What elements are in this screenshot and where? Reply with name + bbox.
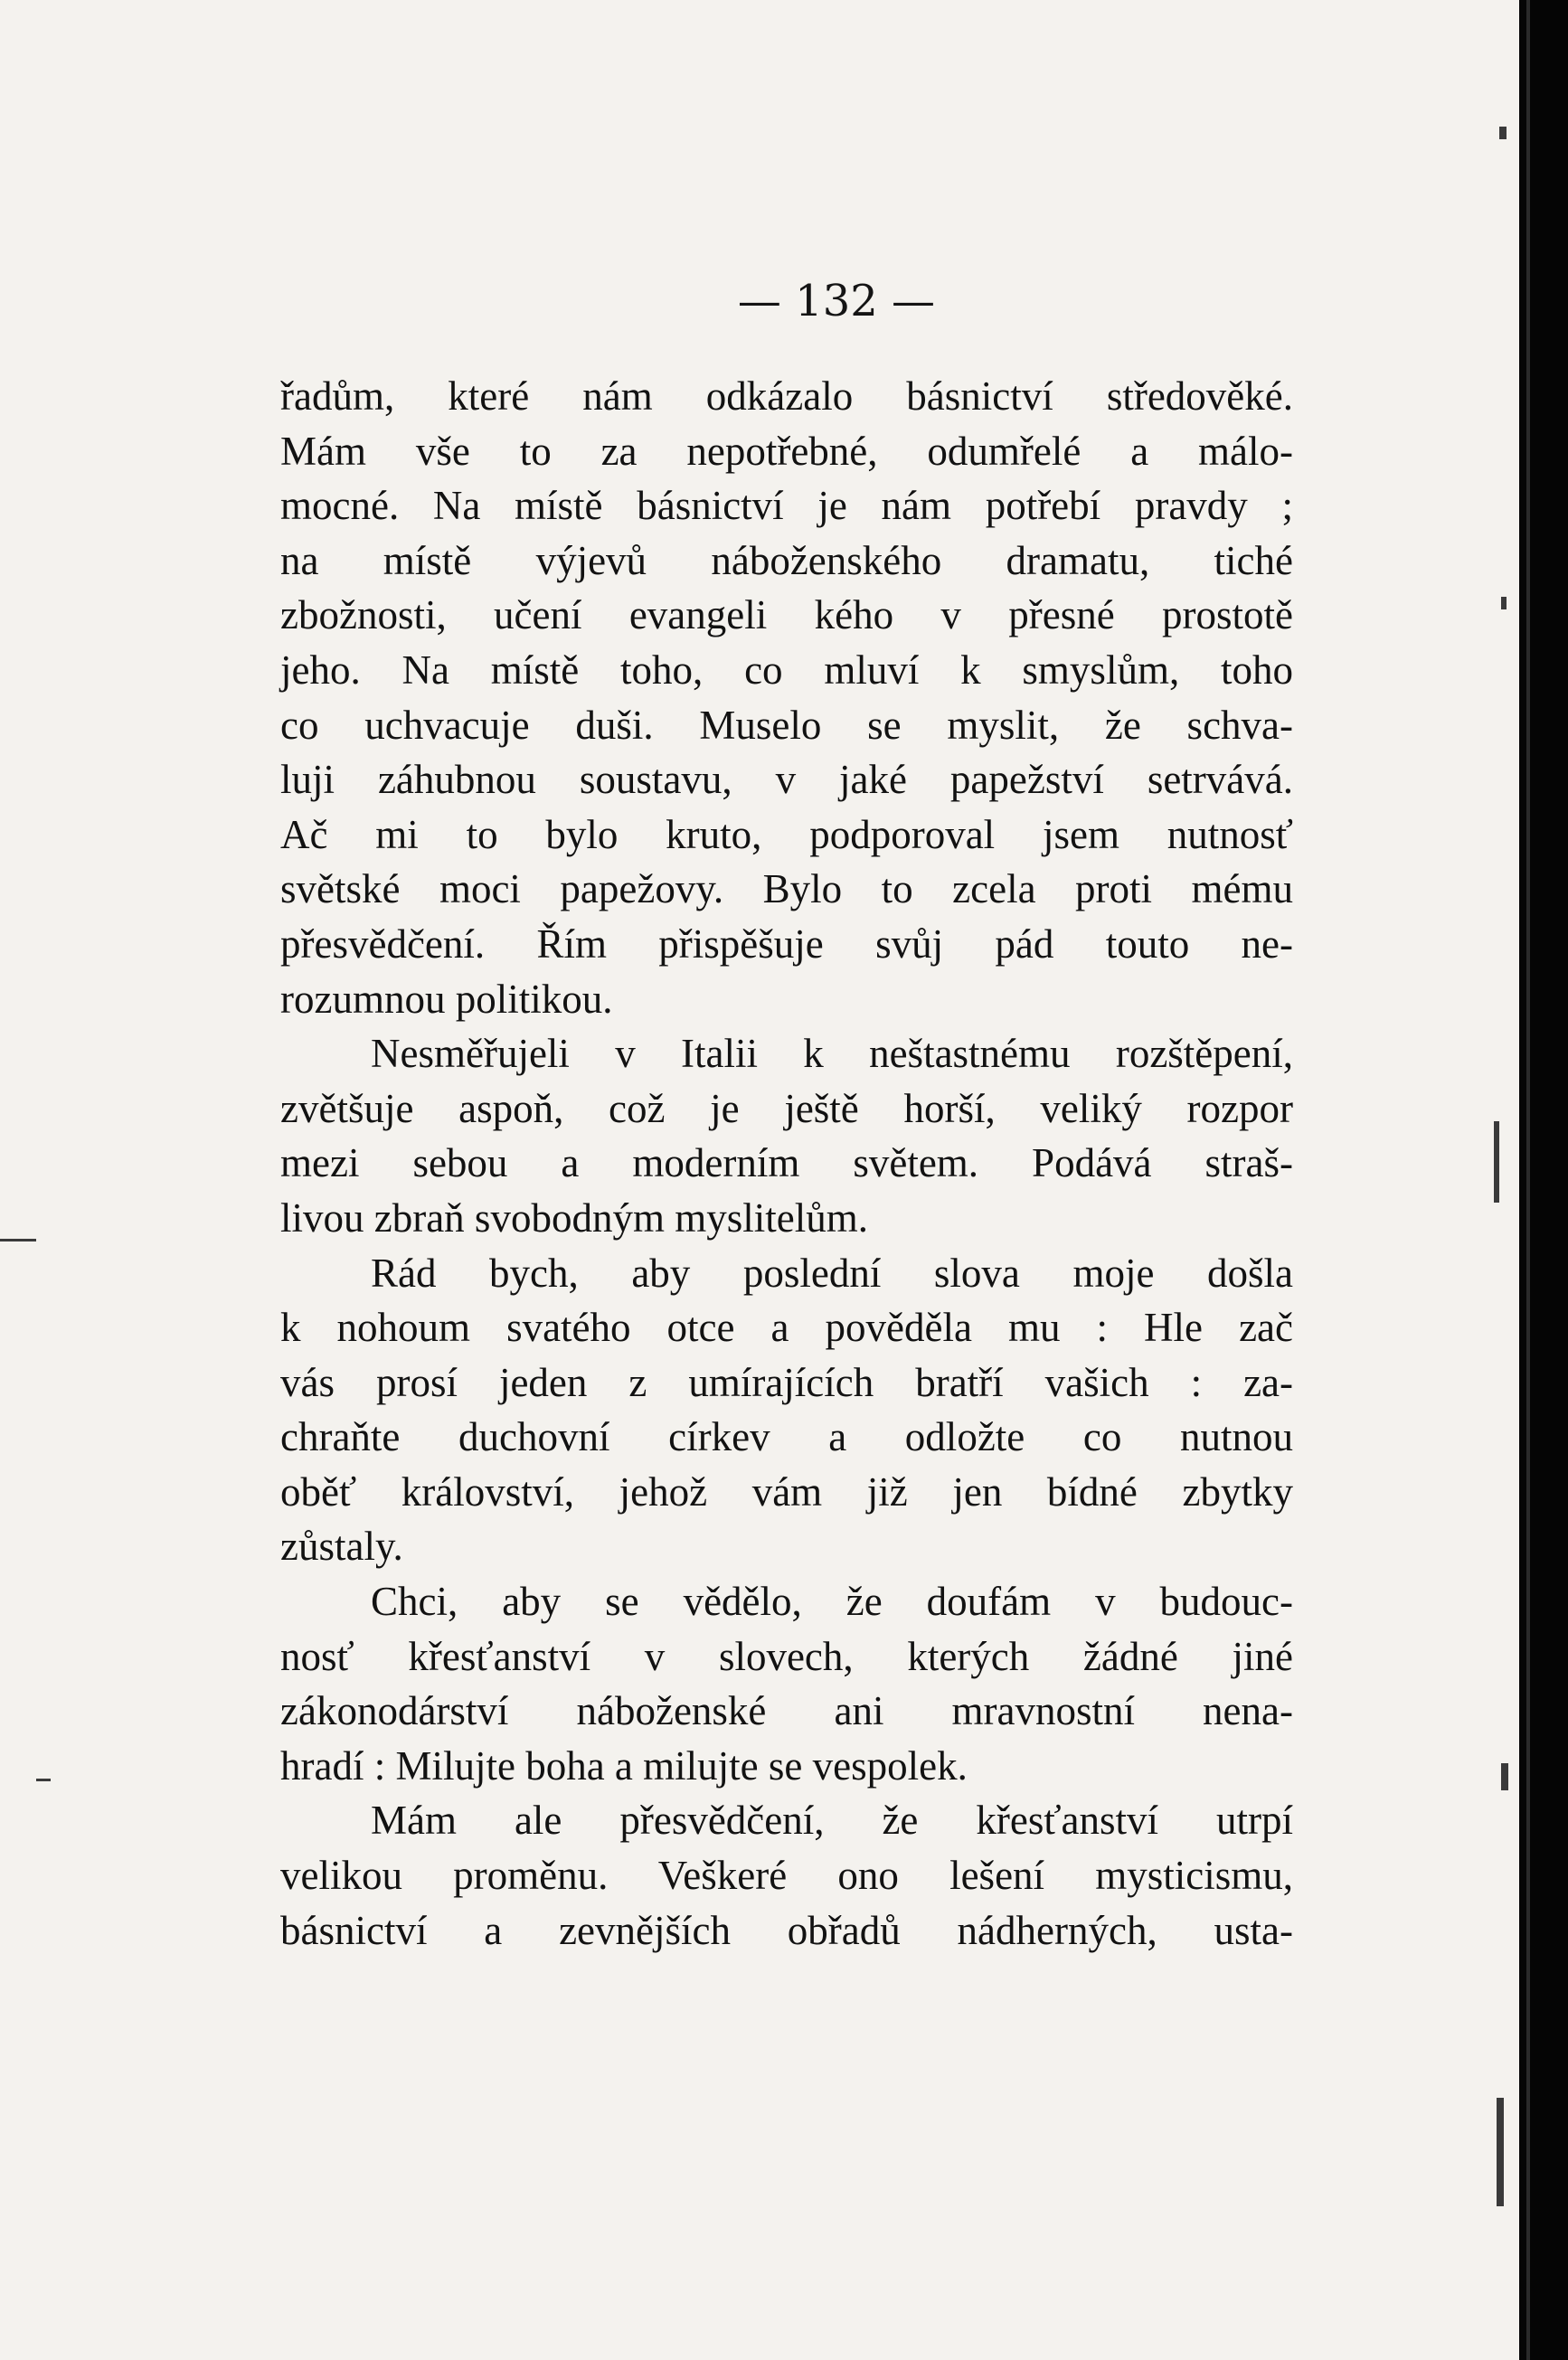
text-line: na místě výjevů náboženského dramatu, tiché [280,537,1293,583]
text-line: chraňte duchovní církev a odložte co nutnou [280,1414,1293,1460]
text-line: světské moci papežovy. Bylo to zcela proti mému [280,866,1293,912]
text-line: luji záhubnou soustavu, v jaké papežství setrvává. [280,757,1293,803]
margin-mark [0,1239,36,1241]
text-line: Chci, aby se vědělo, že doufám v budouc- [371,1579,1293,1625]
text-line: zvětšuje aspoň, což je ještě horší, veliký rozpor [280,1085,1293,1131]
text-line: vás prosí jeden z umírajících bratří vašich : za- [280,1359,1293,1405]
text-line: mezi sebou a moderním světem. Podává straš- [280,1140,1293,1186]
text-line: Nesměřujeli v Italii k neštastnému rozštěpení, [371,1031,1293,1077]
text-line: hradí : Milujte boha a milujte se vespolek. [280,1742,968,1789]
margin-mark [1501,1763,1508,1790]
margin-mark [1499,127,1507,139]
text-line: Mám vše to za nepotřebné, odumřelé a málo- [280,428,1293,474]
text-line: zákonodárství náboženské ani mravnostní nena- [280,1688,1293,1734]
text-line: básnictví a zevnějších obřadů nádherných, usta- [280,1907,1293,1953]
body-text [280,369,1293,1958]
text-line: Mám ale přesvědčení, že křesťanství utrpí [371,1798,1293,1844]
margin-mark [1497,2098,1504,2206]
scan-edge-line [1526,0,1530,2360]
margin-mark [1494,1121,1499,1203]
text-line: mocné. Na místě básnictví je nám potřebí pravdy ; [280,483,1293,529]
text-line: k nohoum svatého otce a pověděla mu : Hle zač [280,1305,1293,1351]
margin-mark [1501,597,1507,609]
text-line: oběť království, jehož vám již jen bídné zbytky [280,1468,1293,1515]
text-line: nosť křesťanství v slovech, kterých žádné jiné [280,1633,1293,1679]
page-number: — 132 — [737,276,936,326]
margin-mark [36,1779,51,1781]
text-line: rozumnou politikou. [280,976,613,1022]
text-line: jeho. Na místě toho, co mluví k smyslům, toho [280,647,1293,693]
text-line: velikou proměnu. Veškeré ono lešení mysticismu, [280,1853,1293,1899]
text-line: zůstaly. [280,1524,403,1570]
text-line: livou zbraň svobodným myslitelům. [280,1194,868,1241]
text-line: co uchvacuje duši. Muselo se myslit, že schva- [280,702,1293,748]
text-line: řadům, které nám odkázalo básnictví středověké. [280,373,1293,419]
text-line: Ač mi to bylo kruto, podporoval jsem nutnosť [280,811,1293,857]
text-line: zbožnosti, učení evangeli kého v přesné prostotě [280,592,1293,638]
text-line: přesvědčení. Řím přispěšuje svůj pád touto ne- [280,920,1293,967]
text-line: Rád bych, aby poslední slova moje došla [371,1250,1293,1296]
